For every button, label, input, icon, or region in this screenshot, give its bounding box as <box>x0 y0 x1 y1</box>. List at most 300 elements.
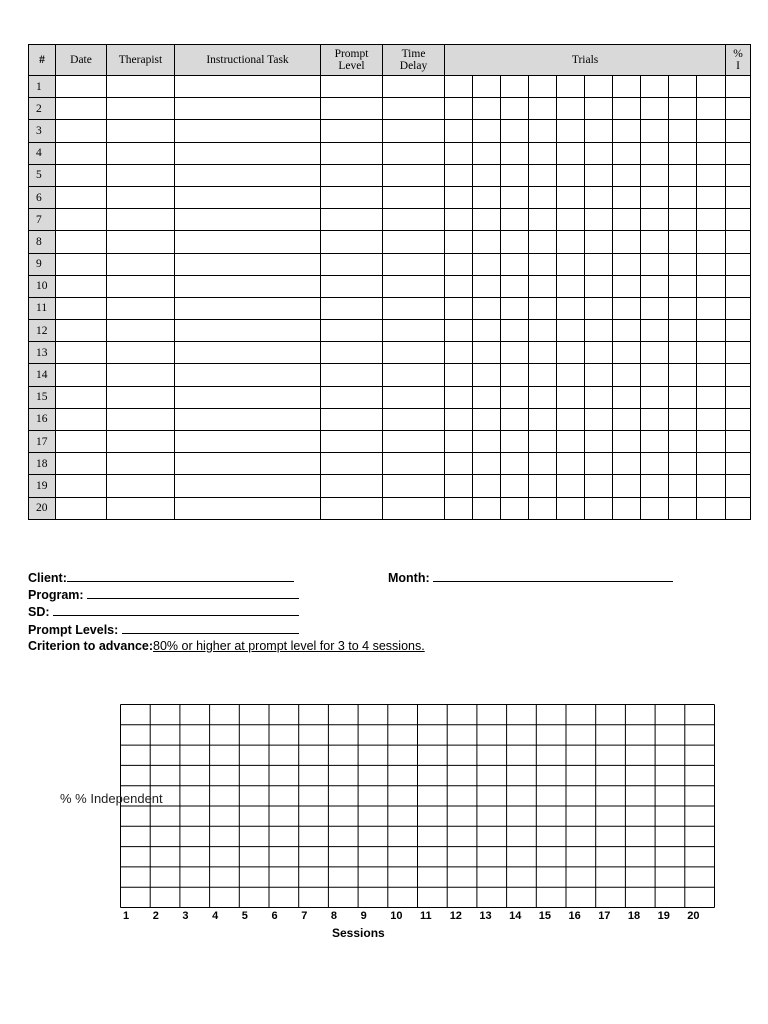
trial-cell[interactable] <box>697 76 726 98</box>
date-cell[interactable] <box>56 186 107 208</box>
trial-cell[interactable] <box>501 386 529 408</box>
percent-independent-cell[interactable] <box>726 386 751 408</box>
prompt-level-cell[interactable] <box>321 231 383 253</box>
date-cell[interactable] <box>56 342 107 364</box>
task-cell[interactable] <box>175 453 321 475</box>
trial-cell[interactable] <box>585 320 613 342</box>
program-input-line[interactable] <box>87 587 299 599</box>
trial-cell[interactable] <box>501 231 529 253</box>
therapist-cell[interactable] <box>107 386 175 408</box>
trial-cell[interactable] <box>641 98 669 120</box>
trial-cell[interactable] <box>445 98 473 120</box>
task-cell[interactable] <box>175 253 321 275</box>
therapist-cell[interactable] <box>107 186 175 208</box>
trial-cell[interactable] <box>557 275 585 297</box>
trial-cell[interactable] <box>613 98 641 120</box>
trial-cell[interactable] <box>669 431 697 453</box>
trial-cell[interactable] <box>613 120 641 142</box>
date-cell[interactable] <box>56 497 107 519</box>
trial-cell[interactable] <box>473 98 501 120</box>
task-cell[interactable] <box>175 98 321 120</box>
trial-cell[interactable] <box>557 98 585 120</box>
therapist-cell[interactable] <box>107 120 175 142</box>
trial-cell[interactable] <box>529 297 557 319</box>
trial-cell[interactable] <box>529 142 557 164</box>
trial-cell[interactable] <box>697 431 726 453</box>
task-cell[interactable] <box>175 475 321 497</box>
trial-cell[interactable] <box>529 253 557 275</box>
trial-cell[interactable] <box>585 297 613 319</box>
trial-cell[interactable] <box>641 209 669 231</box>
therapist-cell[interactable] <box>107 253 175 275</box>
prompt-level-cell[interactable] <box>321 275 383 297</box>
percent-independent-cell[interactable] <box>726 408 751 430</box>
trial-cell[interactable] <box>669 475 697 497</box>
prompt-levels-input-line[interactable] <box>122 622 299 634</box>
trial-cell[interactable] <box>585 120 613 142</box>
trial-cell[interactable] <box>445 231 473 253</box>
trial-cell[interactable] <box>585 164 613 186</box>
task-cell[interactable] <box>175 342 321 364</box>
trial-cell[interactable] <box>697 142 726 164</box>
therapist-cell[interactable] <box>107 98 175 120</box>
trial-cell[interactable] <box>529 98 557 120</box>
percent-independent-cell[interactable] <box>726 98 751 120</box>
trial-cell[interactable] <box>473 120 501 142</box>
trial-cell[interactable] <box>501 164 529 186</box>
trial-cell[interactable] <box>529 342 557 364</box>
trial-cell[interactable] <box>529 431 557 453</box>
time-delay-cell[interactable] <box>383 209 445 231</box>
trial-cell[interactable] <box>501 253 529 275</box>
trial-cell[interactable] <box>501 342 529 364</box>
time-delay-cell[interactable] <box>383 297 445 319</box>
prompt-level-cell[interactable] <box>321 453 383 475</box>
task-cell[interactable] <box>175 408 321 430</box>
date-cell[interactable] <box>56 386 107 408</box>
trial-cell[interactable] <box>613 408 641 430</box>
trial-cell[interactable] <box>585 475 613 497</box>
trial-cell[interactable] <box>585 253 613 275</box>
percent-independent-cell[interactable] <box>726 186 751 208</box>
trial-cell[interactable] <box>613 320 641 342</box>
trial-cell[interactable] <box>697 253 726 275</box>
trial-cell[interactable] <box>585 431 613 453</box>
trial-cell[interactable] <box>585 408 613 430</box>
trial-cell[interactable] <box>697 186 726 208</box>
trial-cell[interactable] <box>557 320 585 342</box>
trial-cell[interactable] <box>557 386 585 408</box>
trial-cell[interactable] <box>501 297 529 319</box>
prompt-level-cell[interactable] <box>321 253 383 275</box>
time-delay-cell[interactable] <box>383 342 445 364</box>
therapist-cell[interactable] <box>107 453 175 475</box>
trial-cell[interactable] <box>613 297 641 319</box>
trial-cell[interactable] <box>585 386 613 408</box>
percent-independent-cell[interactable] <box>726 364 751 386</box>
trial-cell[interactable] <box>473 164 501 186</box>
trial-cell[interactable] <box>697 408 726 430</box>
trial-cell[interactable] <box>501 120 529 142</box>
trial-cell[interactable] <box>697 475 726 497</box>
prompt-level-cell[interactable] <box>321 475 383 497</box>
task-cell[interactable] <box>175 275 321 297</box>
trial-cell[interactable] <box>613 164 641 186</box>
trial-cell[interactable] <box>529 186 557 208</box>
date-cell[interactable] <box>56 297 107 319</box>
percent-independent-cell[interactable] <box>726 209 751 231</box>
trial-cell[interactable] <box>529 231 557 253</box>
trial-cell[interactable] <box>585 98 613 120</box>
trial-cell[interactable] <box>641 364 669 386</box>
trial-cell[interactable] <box>585 76 613 98</box>
trial-cell[interactable] <box>697 164 726 186</box>
percent-independent-cell[interactable] <box>726 320 751 342</box>
percent-independent-cell[interactable] <box>726 453 751 475</box>
month-input-line[interactable] <box>433 570 673 582</box>
trial-cell[interactable] <box>613 475 641 497</box>
prompt-level-cell[interactable] <box>321 142 383 164</box>
therapist-cell[interactable] <box>107 408 175 430</box>
therapist-cell[interactable] <box>107 342 175 364</box>
trial-cell[interactable] <box>445 76 473 98</box>
trial-cell[interactable] <box>529 453 557 475</box>
sd-input-line[interactable] <box>53 604 299 616</box>
prompt-level-cell[interactable] <box>321 497 383 519</box>
task-cell[interactable] <box>175 431 321 453</box>
therapist-cell[interactable] <box>107 475 175 497</box>
trial-cell[interactable] <box>557 253 585 275</box>
trial-cell[interactable] <box>641 186 669 208</box>
trial-cell[interactable] <box>501 475 529 497</box>
trial-cell[interactable] <box>697 297 726 319</box>
trial-cell[interactable] <box>473 142 501 164</box>
trial-cell[interactable] <box>585 186 613 208</box>
task-cell[interactable] <box>175 76 321 98</box>
time-delay-cell[interactable] <box>383 497 445 519</box>
trial-cell[interactable] <box>557 120 585 142</box>
trial-cell[interactable] <box>445 209 473 231</box>
trial-cell[interactable] <box>697 231 726 253</box>
trial-cell[interactable] <box>529 386 557 408</box>
trial-cell[interactable] <box>669 408 697 430</box>
prompt-level-cell[interactable] <box>321 431 383 453</box>
trial-cell[interactable] <box>529 164 557 186</box>
prompt-level-cell[interactable] <box>321 297 383 319</box>
time-delay-cell[interactable] <box>383 431 445 453</box>
trial-cell[interactable] <box>501 431 529 453</box>
client-input-line[interactable] <box>67 570 294 582</box>
time-delay-cell[interactable] <box>383 253 445 275</box>
trial-cell[interactable] <box>445 142 473 164</box>
trial-cell[interactable] <box>445 342 473 364</box>
trial-cell[interactable] <box>641 164 669 186</box>
trial-cell[interactable] <box>557 453 585 475</box>
trial-cell[interactable] <box>697 364 726 386</box>
trial-cell[interactable] <box>585 209 613 231</box>
time-delay-cell[interactable] <box>383 275 445 297</box>
trial-cell[interactable] <box>669 386 697 408</box>
trial-cell[interactable] <box>473 297 501 319</box>
trial-cell[interactable] <box>445 297 473 319</box>
trial-cell[interactable] <box>613 364 641 386</box>
trial-cell[interactable] <box>585 231 613 253</box>
trial-cell[interactable] <box>585 342 613 364</box>
therapist-cell[interactable] <box>107 231 175 253</box>
trial-cell[interactable] <box>473 453 501 475</box>
therapist-cell[interactable] <box>107 297 175 319</box>
percent-independent-cell[interactable] <box>726 76 751 98</box>
date-cell[interactable] <box>56 253 107 275</box>
trial-cell[interactable] <box>641 231 669 253</box>
percent-independent-cell[interactable] <box>726 431 751 453</box>
percent-independent-cell[interactable] <box>726 297 751 319</box>
trial-cell[interactable] <box>445 186 473 208</box>
prompt-level-cell[interactable] <box>321 76 383 98</box>
trial-cell[interactable] <box>669 275 697 297</box>
trial-cell[interactable] <box>473 275 501 297</box>
trial-cell[interactable] <box>529 209 557 231</box>
trial-cell[interactable] <box>669 209 697 231</box>
trial-cell[interactable] <box>613 186 641 208</box>
trial-cell[interactable] <box>641 497 669 519</box>
trial-cell[interactable] <box>641 408 669 430</box>
trial-cell[interactable] <box>501 98 529 120</box>
trial-cell[interactable] <box>445 408 473 430</box>
trial-cell[interactable] <box>613 253 641 275</box>
trial-cell[interactable] <box>445 475 473 497</box>
trial-cell[interactable] <box>529 408 557 430</box>
trial-cell[interactable] <box>697 342 726 364</box>
percent-independent-cell[interactable] <box>726 253 751 275</box>
trial-cell[interactable] <box>613 497 641 519</box>
trial-cell[interactable] <box>473 76 501 98</box>
task-cell[interactable] <box>175 142 321 164</box>
trial-cell[interactable] <box>613 342 641 364</box>
percent-independent-cell[interactable] <box>726 497 751 519</box>
therapist-cell[interactable] <box>107 209 175 231</box>
task-cell[interactable] <box>175 209 321 231</box>
time-delay-cell[interactable] <box>383 142 445 164</box>
prompt-level-cell[interactable] <box>321 342 383 364</box>
trial-cell[interactable] <box>557 76 585 98</box>
trial-cell[interactable] <box>669 342 697 364</box>
date-cell[interactable] <box>56 364 107 386</box>
trial-cell[interactable] <box>669 164 697 186</box>
prompt-level-cell[interactable] <box>321 386 383 408</box>
trial-cell[interactable] <box>697 275 726 297</box>
task-cell[interactable] <box>175 497 321 519</box>
trial-cell[interactable] <box>501 364 529 386</box>
trial-cell[interactable] <box>641 275 669 297</box>
trial-cell[interactable] <box>613 275 641 297</box>
task-cell[interactable] <box>175 320 321 342</box>
percent-independent-cell[interactable] <box>726 120 751 142</box>
trial-cell[interactable] <box>697 120 726 142</box>
trial-cell[interactable] <box>557 408 585 430</box>
trial-cell[interactable] <box>669 497 697 519</box>
therapist-cell[interactable] <box>107 76 175 98</box>
therapist-cell[interactable] <box>107 142 175 164</box>
trial-cell[interactable] <box>557 475 585 497</box>
prompt-level-cell[interactable] <box>321 408 383 430</box>
therapist-cell[interactable] <box>107 497 175 519</box>
trial-cell[interactable] <box>445 431 473 453</box>
prompt-level-cell[interactable] <box>321 164 383 186</box>
trial-cell[interactable] <box>445 275 473 297</box>
therapist-cell[interactable] <box>107 164 175 186</box>
time-delay-cell[interactable] <box>383 320 445 342</box>
trial-cell[interactable] <box>473 386 501 408</box>
trial-cell[interactable] <box>473 431 501 453</box>
trial-cell[interactable] <box>669 142 697 164</box>
trial-cell[interactable] <box>669 297 697 319</box>
date-cell[interactable] <box>56 76 107 98</box>
trial-cell[interactable] <box>529 364 557 386</box>
trial-cell[interactable] <box>473 253 501 275</box>
trial-cell[interactable] <box>557 164 585 186</box>
task-cell[interactable] <box>175 364 321 386</box>
date-cell[interactable] <box>56 98 107 120</box>
trial-cell[interactable] <box>473 342 501 364</box>
trial-cell[interactable] <box>445 253 473 275</box>
date-cell[interactable] <box>56 320 107 342</box>
trial-cell[interactable] <box>557 142 585 164</box>
trial-cell[interactable] <box>613 76 641 98</box>
trial-cell[interactable] <box>445 453 473 475</box>
trial-cell[interactable] <box>585 275 613 297</box>
trial-cell[interactable] <box>445 386 473 408</box>
trial-cell[interactable] <box>613 231 641 253</box>
trial-cell[interactable] <box>669 120 697 142</box>
prompt-level-cell[interactable] <box>321 186 383 208</box>
time-delay-cell[interactable] <box>383 386 445 408</box>
trial-cell[interactable] <box>473 364 501 386</box>
trial-cell[interactable] <box>501 320 529 342</box>
trial-cell[interactable] <box>613 209 641 231</box>
date-cell[interactable] <box>56 431 107 453</box>
time-delay-cell[interactable] <box>383 453 445 475</box>
trial-cell[interactable] <box>697 209 726 231</box>
trial-cell[interactable] <box>641 475 669 497</box>
date-cell[interactable] <box>56 408 107 430</box>
date-cell[interactable] <box>56 453 107 475</box>
trial-cell[interactable] <box>445 320 473 342</box>
percent-independent-cell[interactable] <box>726 142 751 164</box>
task-cell[interactable] <box>175 231 321 253</box>
trial-cell[interactable] <box>529 120 557 142</box>
trial-cell[interactable] <box>669 453 697 475</box>
trial-cell[interactable] <box>641 297 669 319</box>
date-cell[interactable] <box>56 275 107 297</box>
trial-cell[interactable] <box>641 76 669 98</box>
trial-cell[interactable] <box>473 231 501 253</box>
trial-cell[interactable] <box>669 186 697 208</box>
trial-cell[interactable] <box>473 320 501 342</box>
task-cell[interactable] <box>175 120 321 142</box>
trial-cell[interactable] <box>529 275 557 297</box>
trial-cell[interactable] <box>501 453 529 475</box>
trial-cell[interactable] <box>501 497 529 519</box>
percent-independent-cell[interactable] <box>726 231 751 253</box>
therapist-cell[interactable] <box>107 431 175 453</box>
prompt-level-cell[interactable] <box>321 209 383 231</box>
trial-cell[interactable] <box>669 320 697 342</box>
therapist-cell[interactable] <box>107 275 175 297</box>
trial-cell[interactable] <box>473 408 501 430</box>
date-cell[interactable] <box>56 142 107 164</box>
time-delay-cell[interactable] <box>383 231 445 253</box>
trial-cell[interactable] <box>585 453 613 475</box>
time-delay-cell[interactable] <box>383 364 445 386</box>
percent-independent-cell[interactable] <box>726 342 751 364</box>
trial-cell[interactable] <box>669 76 697 98</box>
time-delay-cell[interactable] <box>383 98 445 120</box>
trial-cell[interactable] <box>697 320 726 342</box>
trial-cell[interactable] <box>445 164 473 186</box>
trial-cell[interactable] <box>641 142 669 164</box>
task-cell[interactable] <box>175 164 321 186</box>
trial-cell[interactable] <box>473 475 501 497</box>
trial-cell[interactable] <box>557 231 585 253</box>
trial-cell[interactable] <box>557 342 585 364</box>
trial-cell[interactable] <box>669 231 697 253</box>
therapist-cell[interactable] <box>107 320 175 342</box>
trial-cell[interactable] <box>529 320 557 342</box>
time-delay-cell[interactable] <box>383 186 445 208</box>
date-cell[interactable] <box>56 120 107 142</box>
trial-cell[interactable] <box>501 275 529 297</box>
trial-cell[interactable] <box>473 186 501 208</box>
trial-cell[interactable] <box>641 253 669 275</box>
time-delay-cell[interactable] <box>383 164 445 186</box>
time-delay-cell[interactable] <box>383 120 445 142</box>
trial-cell[interactable] <box>697 453 726 475</box>
trial-cell[interactable] <box>557 497 585 519</box>
trial-cell[interactable] <box>669 364 697 386</box>
trial-cell[interactable] <box>501 209 529 231</box>
time-delay-cell[interactable] <box>383 76 445 98</box>
time-delay-cell[interactable] <box>383 475 445 497</box>
percent-independent-cell[interactable] <box>726 164 751 186</box>
trial-cell[interactable] <box>557 209 585 231</box>
trial-cell[interactable] <box>473 497 501 519</box>
trial-cell[interactable] <box>557 431 585 453</box>
trial-cell[interactable] <box>641 431 669 453</box>
prompt-level-cell[interactable] <box>321 320 383 342</box>
trial-cell[interactable] <box>445 364 473 386</box>
task-cell[interactable] <box>175 297 321 319</box>
trial-cell[interactable] <box>641 120 669 142</box>
trial-cell[interactable] <box>613 386 641 408</box>
trial-cell[interactable] <box>557 364 585 386</box>
trial-cell[interactable] <box>501 186 529 208</box>
trial-cell[interactable] <box>697 386 726 408</box>
trial-cell[interactable] <box>501 142 529 164</box>
trial-cell[interactable] <box>641 386 669 408</box>
trial-cell[interactable] <box>529 497 557 519</box>
trial-cell[interactable] <box>557 186 585 208</box>
date-cell[interactable] <box>56 164 107 186</box>
task-cell[interactable] <box>175 186 321 208</box>
percent-independent-cell[interactable] <box>726 475 751 497</box>
trial-cell[interactable] <box>669 253 697 275</box>
trial-cell[interactable] <box>445 120 473 142</box>
trial-cell[interactable] <box>445 497 473 519</box>
trial-cell[interactable] <box>641 342 669 364</box>
trial-cell[interactable] <box>529 475 557 497</box>
date-cell[interactable] <box>56 231 107 253</box>
